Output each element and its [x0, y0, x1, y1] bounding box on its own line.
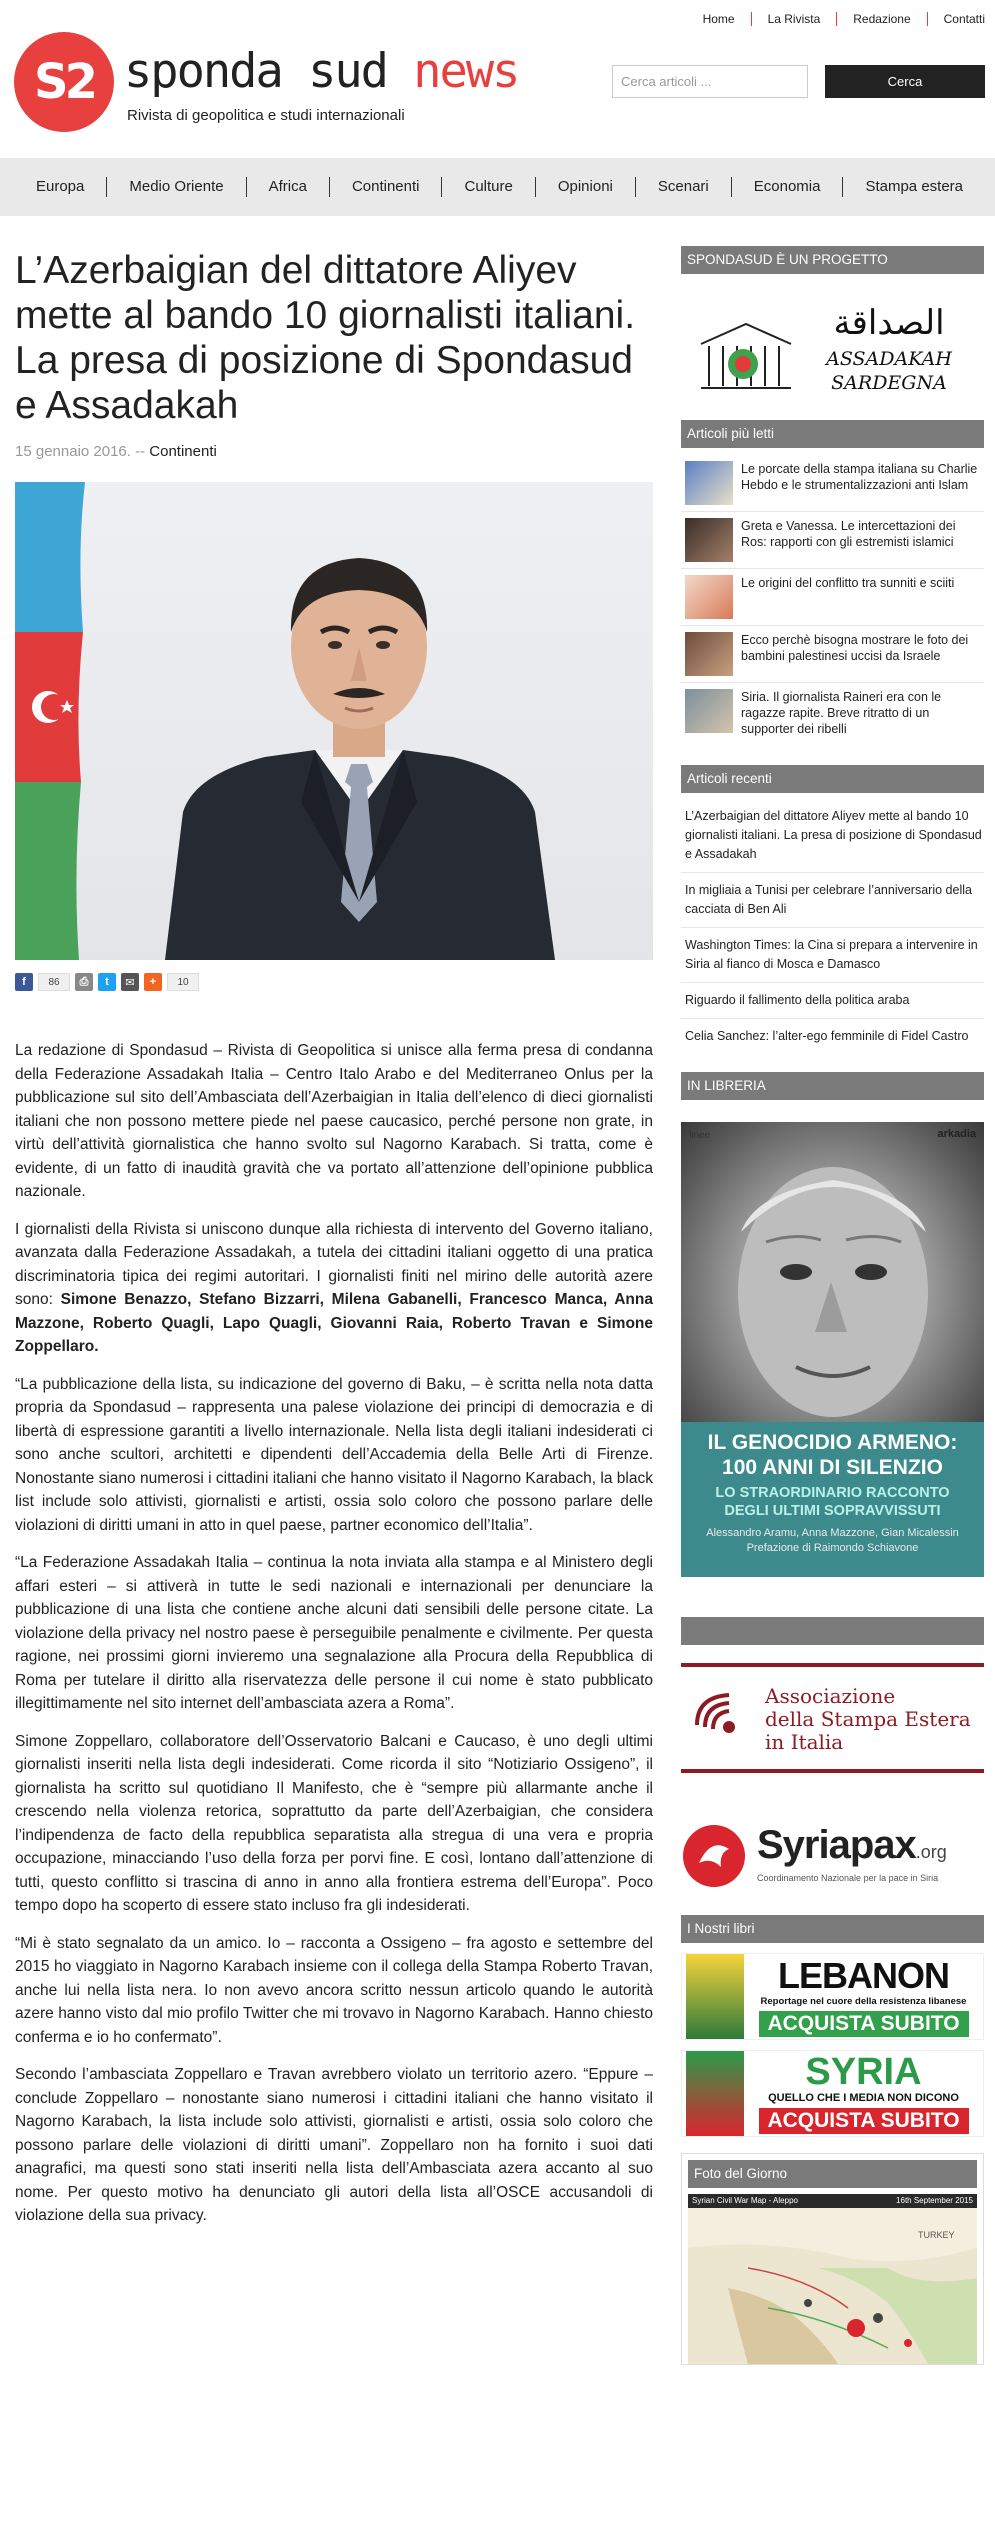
- book-title-line2: 100 ANNI DI SILENZIO: [722, 1456, 943, 1479]
- recent-list: [681, 799, 984, 1054]
- top-link-la-rivista[interactable]: La Rivista: [752, 12, 838, 26]
- list-item[interactable]: Riguardo il fallimento della politica araba: [681, 983, 984, 1019]
- list-item[interactable]: Celia Sanchez: l’alter-ego femminile di Fidel Castro: [685, 1029, 969, 1043]
- nav-stampa-estera[interactable]: Stampa estera: [865, 178, 964, 195]
- article-meta: [15, 443, 653, 460]
- twitter-icon[interactable]: t: [98, 973, 116, 991]
- stampa-estera-banner[interactable]: [681, 1663, 984, 1773]
- book-authors: Alessandro Aramu, Anna Mazzone, Gian Micalessin: [706, 1527, 959, 1539]
- book-subtitle-line1: LO STRAORDINARIO RACCONTO: [715, 1485, 950, 1501]
- lebanon-title: LEBANON: [778, 1954, 949, 1996]
- portrait-illustration: [15, 482, 653, 960]
- nav-scenari[interactable]: Scenari: [636, 177, 732, 197]
- list-item[interactable]: Washington Times: la Cina si prepara a intervenire in Siria al fianco di Mosca e Damasco: [681, 928, 984, 983]
- assadakah-arabic: الصداقة: [833, 303, 945, 343]
- syria-cover-thumb: [686, 2051, 744, 2136]
- nav-africa[interactable]: Africa: [247, 177, 330, 197]
- book-preface: Prefazione di Raimondo Schiavone: [746, 1542, 919, 1554]
- facebook-icon[interactable]: f: [15, 973, 33, 991]
- list-item[interactable]: L’Azerbaigian del dittatore Aliyev mette al bando 10 giornalisti italiani. La presa di posizione di Spondasud e Assadakah: [681, 799, 984, 873]
- widget-title-popular: Articoli più letti: [681, 420, 984, 448]
- journalist-names: Simone Benazzo, Stefano Bizzarri, Milena Gabanelli, Francesco Manca, Anna Mazzone, Roberto Quagli, Lapo Quagli, Giovanni Raia, Roberto Travan e Simone Zoppellaro.: [15, 1291, 653, 1355]
- assadakah-line2: SARDEGNA: [831, 372, 947, 394]
- search-input[interactable]: [612, 65, 808, 98]
- map-label-turkey: TURKEY: [918, 2230, 955, 2240]
- syriapax-banner[interactable]: [681, 1813, 984, 1903]
- stampa-estera-line3: in Italia: [765, 1730, 844, 1754]
- syria-buy-button[interactable]: ACQUISTA SUBITO: [759, 2108, 969, 2134]
- syriapax-tld: .org: [915, 1842, 947, 1862]
- publisher-right: arkadia: [937, 1128, 976, 1140]
- search-button[interactable]: Cerca: [825, 65, 985, 98]
- article-hero-image: [15, 482, 653, 960]
- logo-mark[interactable]: S2: [14, 32, 114, 132]
- article-paragraph: Secondo l’ambasciata Zoppellaro e Travan avrebbero violato un territorio azero. “Eppure – conclude Zoppellaro – nonostante siano numerosi i cittadini italiani che hanno visitato il Nagorno Karabach, la lista include solo attivisti, giornalisti e artisti, ossia solo coloro che possono parlare delle violazioni di diritti umani”. Zoppellaro non ha fornito i suoi dati anagrafici, ma questi sono stati inseriti nella lista dell’Ambasciata azera accanto al suo nome. Per questo motivo ha denunciato gli autori della lista all’OSCE accusandoli di violazione della sua privacy.: [15, 2066, 653, 2224]
- widget-title-empty: [681, 1617, 984, 1645]
- article: [15, 248, 653, 2242]
- facebook-share-count: 86: [38, 973, 70, 991]
- nav-continenti[interactable]: Continenti: [330, 177, 443, 197]
- nav-culture[interactable]: Culture: [442, 177, 535, 197]
- syria-map-image[interactable]: [688, 2194, 977, 2364]
- thumbnail: [685, 689, 733, 733]
- thumbnail: [685, 632, 733, 676]
- syriapax-logo-icon: [681, 1823, 747, 1889]
- total-share-count: 10: [167, 973, 199, 991]
- syria-title: SYRIA: [805, 2051, 922, 2093]
- syria-subtitle: QUELLO CHE I MEDIA NON DICONO: [768, 2092, 959, 2104]
- list-item[interactable]: Le porcate della stampa italiana su Charlie Hebdo e le strumentalizzazioni anti Islam: [681, 455, 984, 512]
- list-item[interactable]: Le origini del conflitto tra sunniti e sciiti: [681, 569, 984, 626]
- lebanon-buy-button[interactable]: ACQUISTA SUBITO: [759, 2011, 969, 2037]
- list-item[interactable]: Greta e Vanessa. Le intercettazioni dei Ros: rapporti con gli estremisti islamici: [681, 512, 984, 569]
- photo-of-day-widget: [681, 2153, 984, 2365]
- thumbnail: [685, 575, 733, 619]
- article-paragraph: “La Federazione Assadakah Italia – continua la nota inviata alla stampa e al Ministero degli affari esteri – si attiverà in tutte le sedi nazionali e internazionali per denunciare la pubblicazione di una lista che contiene anche alcuni dati sensibili delle persone citate. La violazione della privacy nel nostro paese è perseguibile penalmente e civilmente. Per questa ragione, nei prossimi giorni invieremo una segnalazione alla Procura della Repubblica di Roma per tutelare il diritto alla riservatezza delle persone il cui nome è stato pubblicato illegittimamente nel sito internet dell’ambasciata azera a Roma”.: [15, 1554, 653, 1712]
- nav-europa[interactable]: Europa: [14, 177, 107, 197]
- more-share-icon[interactable]: +: [144, 973, 162, 991]
- site-header: [0, 0, 995, 158]
- lebanon-cover-thumb: [686, 1954, 744, 2039]
- map-illustration: [688, 2208, 977, 2364]
- widget-title-project: SPONDASUD È UN PROGETTO: [681, 246, 984, 274]
- syriapax-name: Syriapax: [757, 1823, 916, 1867]
- map-date: 16th September 2015: [896, 2196, 973, 2205]
- widget-title-recent: Articoli recenti: [681, 765, 984, 793]
- list-item[interactable]: Ecco perchè bisogna mostrare le foto dei bambini palestinesi uccisi da Israele: [681, 626, 984, 683]
- nav-economia[interactable]: Economia: [732, 177, 844, 197]
- map-caption: Syrian Civil War Map - Aleppo: [692, 2196, 798, 2205]
- widget-title-library: IN LIBRERIA: [681, 1072, 984, 1100]
- assadakah-logo[interactable]: [681, 274, 984, 414]
- article-title: L’Azerbaigian del dittatore Aliyev mette al bando 10 giornalisti italiani. La presa di posizione di Spondasud e Assadakah: [15, 249, 636, 427]
- nav-medio-oriente[interactable]: Medio Oriente: [107, 177, 246, 197]
- stampa-estera-line1: Associazione: [765, 1684, 896, 1708]
- email-icon[interactable]: ✉: [121, 973, 139, 991]
- article-body: [15, 1039, 653, 2228]
- article-paragraph: “La pubblicazione della lista, su indicazione del governo di Baku, – è scritta nella nota datta propria da Spondasud – rappresenta una palese violazione dei principi di democrazia e di libertà di espressione garantiti a livello internazionale. Nella lista degli italiani indesiderati ci sono anche scultori, architetti e dipendenti dell’Accademia della Belle Arti di Firenze. Nonostante siano numerosi i cittadini italiani che hanno visitato il Nagorno Karabach, la black list include solo attivisti, giornalisti e artisti, ossia solo coloro che possono parlare delle violazioni di diritti umani in atto in quel paese, partner economico dell’Italia”.: [15, 1375, 653, 1534]
- assadakah-line1: ASSADAKAH: [826, 348, 952, 370]
- logo-wordmark[interactable]: sponda sud news: [124, 44, 519, 99]
- list-item[interactable]: Siria. Il giornalista Raineri era con le ragazze rapite. Breve ritratto di un supporter dei ribelli: [681, 683, 984, 743]
- article-paragraph: “Mi è stato segnalato da un amico. Io – racconta a Ossigeno – fra agosto e settembre del 2015 ho viaggiato in Nagorno Karabach insieme con il collega della Stampa Roberto Travan, anche lui nella lista nera. Io non avevo ancora scritto nessun articolo quando le autorità azere hanno visto dal mio profilo Twitter che mi trovavo in Nagorno Karabach. Hanno chiesto conferma e io ho confermato”.: [15, 1934, 653, 2046]
- main-navigation: [0, 158, 995, 216]
- syriapax-subtitle: Coordinamento Nazionale per la pace in Siria: [757, 1873, 939, 1883]
- print-icon[interactable]: ⎙: [75, 973, 93, 991]
- nav-opinioni[interactable]: Opinioni: [536, 177, 636, 197]
- list-item[interactable]: In migliaia a Tunisi per celebrare l’anniversario della cacciata di Ben Ali: [681, 873, 984, 928]
- share-bar: [15, 970, 653, 994]
- book-subtitle-line2: DEGLI ULTIMI SOPRAVVISSUTI: [724, 1503, 941, 1519]
- book-title-line1: IL GENOCIDIO ARMENO:: [707, 1431, 958, 1454]
- top-link-home[interactable]: Home: [687, 12, 752, 26]
- syria-book-banner[interactable]: [681, 2050, 984, 2137]
- popular-list: [681, 455, 984, 743]
- article-date: 15 gennaio 2016. --: [15, 443, 146, 460]
- top-navigation: [687, 12, 995, 26]
- elderly-face-illustration: [681, 1122, 984, 1422]
- stampa-estera-line2: della Stampa Estera: [765, 1707, 971, 1731]
- article-paragraph: Simone Zoppellaro, collaboratore dell’Osservatorio Balcani e Caucaso, è uno degli ultimi giornalisti inseriti nella lista degli indesiderati. Come ricorda il sito “Notiziario Ossigeno”, il giornalista ha scritto sul quotidiano Il Manifesto, che è “sempre più allarmante anche il crescendo nella violenza retorica, soprattutto da parte dell’Azerbaigian, che considera l’indipendenza de facto della repubblica separatista alla stregua di una vera e propria occupazione, minacciando l’uso della forza per porvi fine. E così, lontano dall’attenzione di tutti, questo conflitto si trascina di anno in anno alla frontiera estrema dell’Europa”. Poco tempo dopo ha scoperto di essere stato incluso fra gli indesiderati.: [15, 1732, 653, 1914]
- article-paragraph: La redazione di Spondasud – Rivista di Geopolitica si unisce alla ferma presa di condanna della Federazione Assadakah Italia – Centro Italo Arabo e del Mediterraneo Onlus per la pubblicazione sul sito dell’Ambasciata dell’Azerbaigian in Italia dell’elenco di dieci giornalisti italiani che non possono mettere piede nel paese caucasico, perché persone non grate, in virtù dell’attività giornalistica che hanno svolto sul Nagorno Karabach. Si tratta, come è evidente, di un fatto di inaudità gravità che va portato all’attenzione dell’opinione pubblica nazionale.: [15, 1042, 653, 1200]
- sidebar: [681, 246, 984, 2365]
- site-tagline: Rivista di geopolitica e studi internazionali: [127, 107, 405, 124]
- lebanon-subtitle: Reportage nel cuore della resistenza libanese: [760, 1995, 967, 2007]
- article-category-link[interactable]: Continenti: [149, 443, 217, 460]
- stampa-estera-logo-icon: [689, 1685, 759, 1755]
- widget-title-books: I Nostri libri: [681, 1915, 984, 1943]
- thumbnail: [685, 461, 733, 505]
- publisher-left: linee: [689, 1130, 711, 1141]
- book-cover-genocidio[interactable]: [681, 1122, 984, 1577]
- article-paragraph: I giornalisti della Rivista si uniscono dunque alla richiesta di intervento del Governo italiano, avanzata dalla Federazione Assadakah, a tutela dei cittadini italiani oggetto di una pratica discriminatoria tipica dei regimi autoritari. I giornalisti finiti nel mirino delle autorità azere sono: Simone Benazzo, Stefano Bizzarri, Milena Gabanelli, Francesco Manca, Anna Mazzone, Roberto Quagli, Lapo Quagli, Giovanni Raia, Roberto Travan e Simone Zoppellaro.: [15, 1220, 653, 1355]
- top-link-contatti[interactable]: Contatti: [943, 12, 985, 26]
- top-link-redazione[interactable]: Redazione: [837, 12, 927, 26]
- thumbnail: [685, 518, 733, 562]
- widget-title-photo: Foto del Giorno: [688, 2160, 977, 2188]
- lebanon-book-banner[interactable]: [681, 1953, 984, 2040]
